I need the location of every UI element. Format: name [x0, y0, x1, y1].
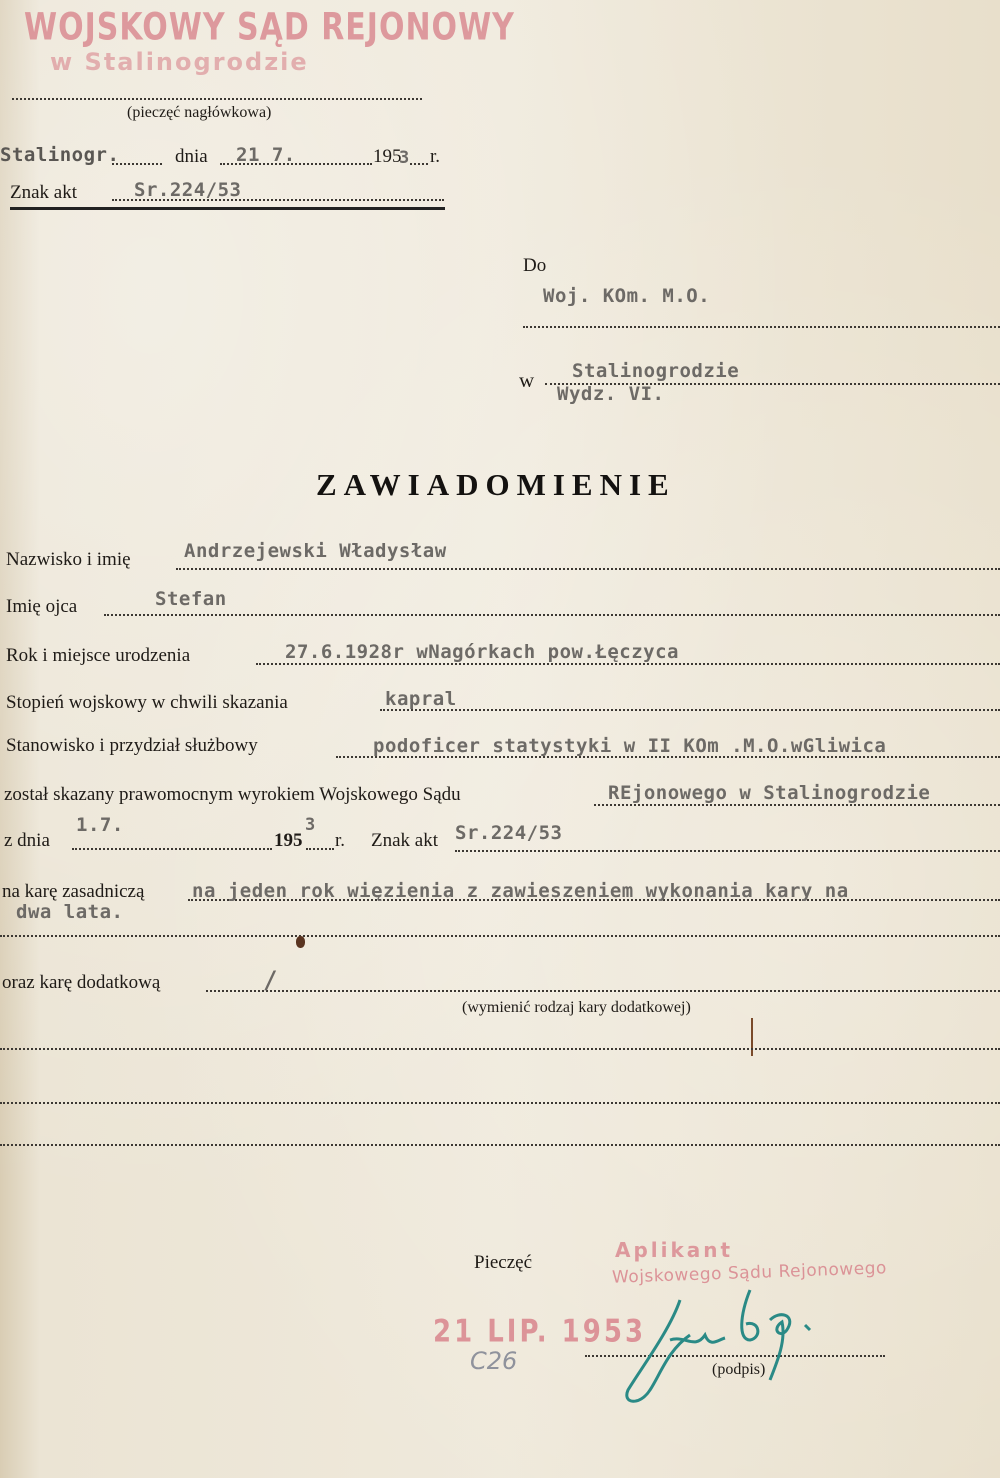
header-stamp-dotted-line: [12, 98, 422, 100]
main-penalty-value-line2: dwa lata.: [16, 901, 124, 923]
rank-dotted-line: [380, 709, 1000, 711]
ink-blot: [296, 936, 305, 948]
verdict-year-dotted-line: [306, 848, 334, 850]
additional-penalty-caption: (wymienić rodzaj kary dodatkowej): [462, 999, 691, 1016]
verdict-date-value: 1.7.: [76, 814, 124, 836]
to-value: Woj. KOm. M.O.: [543, 285, 711, 307]
blank-dotted-line-3: [0, 1144, 1000, 1146]
in-value: Stalinogrodzie: [572, 360, 740, 382]
blank-dotted-line-1: [0, 1048, 1000, 1050]
birth-label: Rok i miejsce urodzenia: [6, 645, 191, 666]
surname-name-dotted-line: [176, 568, 1000, 570]
additional-penalty-value: /: [263, 966, 278, 994]
pencil-note: C26: [470, 1347, 518, 1375]
birth-value: 27.6.1928r wNagórkach pow.Łęczyca: [285, 641, 679, 663]
to-dotted-line: [523, 326, 1000, 328]
ink-mark: [751, 1018, 753, 1056]
in-label: w: [519, 368, 535, 392]
place-dotted-line: [112, 163, 162, 165]
date-stamp: 21 LIP. 1953: [433, 1314, 647, 1350]
header-stamp-caption: (pieczęć nagłówkowa): [127, 104, 272, 121]
surname-name-value: Andrzejewski Władysław: [184, 540, 447, 562]
case-ref-label: Znak akt: [10, 182, 78, 203]
court-header-stamp-line2: w Stalinogrodzie: [50, 48, 309, 76]
rank-value: kapral: [385, 688, 457, 710]
year-suffix: r.: [430, 146, 441, 167]
year-prefix: 195: [373, 146, 402, 167]
seal-label: Pieczęć: [474, 1252, 533, 1273]
handwritten-signature: [600, 1280, 840, 1410]
verdict-ref-dotted-line: [455, 850, 1000, 852]
date-value: 21 7.: [236, 144, 296, 166]
official-stamp-line1: Aplikant: [615, 1238, 734, 1262]
verdict-date-label: z dnia: [4, 830, 50, 851]
main-penalty-dotted-line-2: [0, 935, 1000, 937]
birth-dotted-line: [256, 663, 1000, 665]
additional-penalty-label: oraz karę dodatkową: [2, 972, 161, 993]
sentenced-court-value: REjonowego w Stalinogrodzie: [608, 782, 931, 804]
place-value: Stalinogr.: [0, 144, 120, 166]
blank-dotted-line-2: [0, 1102, 1000, 1104]
year-dotted-line: [410, 163, 428, 165]
to-label: Do: [523, 255, 547, 276]
year-digit: 3: [399, 148, 410, 168]
official-stamp-line2: Wojskowego Sądu Rejonowego: [611, 1258, 888, 1288]
date-label: dnia: [175, 146, 208, 167]
sentenced-label: został skazany prawomocnym wyrokiem Wojskowego Sądu: [4, 784, 461, 805]
verdict-year-prefix: 195: [274, 830, 303, 851]
main-penalty-value-line1: na jeden rok więzienia z zawieszeniem wykonania kary na: [192, 880, 849, 902]
verdict-date-dotted-line: [72, 848, 272, 850]
signature-caption: (podpis): [712, 1361, 766, 1378]
sentenced-dotted-line: [594, 804, 1000, 806]
additional-penalty-dotted-line: [206, 990, 1000, 992]
position-value: podoficer statystyki w II KOm .M.O.wGliwica: [373, 735, 887, 757]
case-ref-value: Sr.224/53: [134, 179, 242, 201]
position-label: Stanowisko i przydział służbowy: [6, 735, 258, 756]
surname-name-label: Nazwisko i imię: [6, 549, 131, 570]
court-header-stamp-line1: WOJSKOWY SĄD REJONOWY: [24, 5, 515, 50]
father-name-dotted-line: [104, 614, 1000, 616]
father-name-value: Stefan: [155, 588, 227, 610]
father-name-label: Imię ojca: [6, 596, 78, 617]
department-value: Wydz. VI.: [557, 383, 665, 405]
verdict-year-suffix: r.: [335, 830, 346, 851]
verdict-ref-label: Znak akt: [371, 830, 439, 851]
main-penalty-label: na karę zasadniczą: [2, 881, 145, 902]
verdict-ref-value: Sr.224/53: [455, 822, 563, 844]
header-underline: [10, 207, 445, 210]
verdict-year-digit: 3: [305, 815, 316, 835]
document-title: ZAWIADOMIENIE: [316, 467, 676, 502]
rank-label: Stopień wojskowy w chwili skazania: [6, 692, 288, 713]
